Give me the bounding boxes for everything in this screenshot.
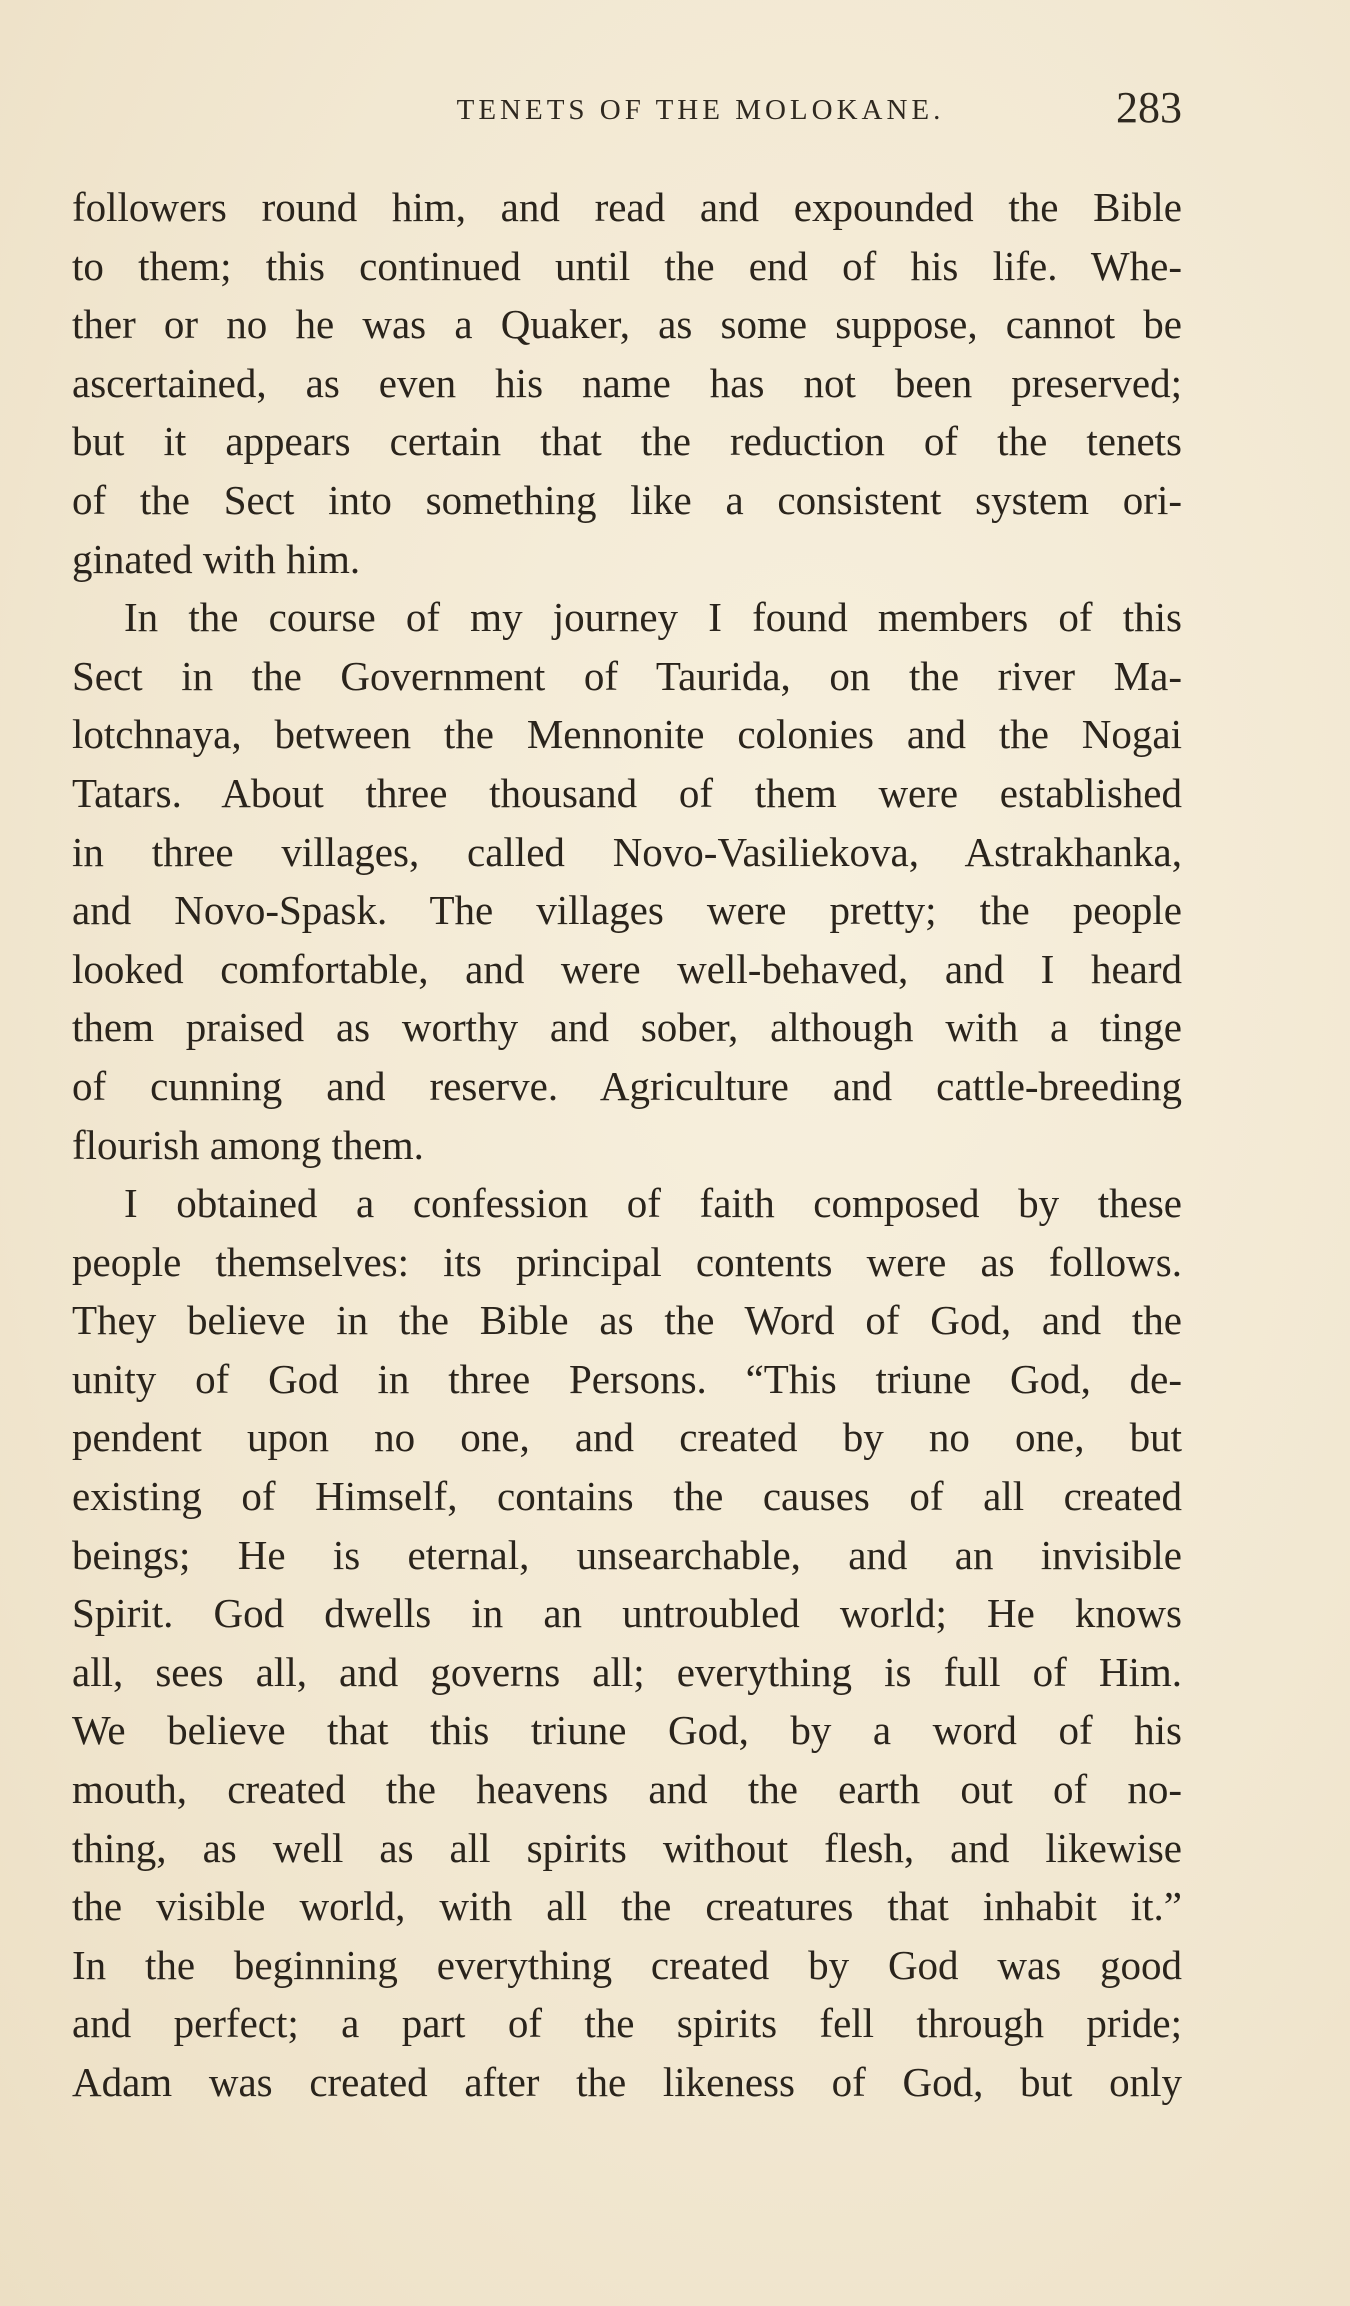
paragraph-end-line: flourish among them. [72, 1121, 424, 1168]
paragraph-end-line: ginated with him. [72, 535, 361, 582]
text-line: Sect in the Government of Taurida, on the river Ma- [72, 652, 1182, 699]
text-line: Tatars. About three thousand of them were established [72, 769, 1182, 816]
text-line: unity of God in three Persons. “This triune God, de- [72, 1355, 1182, 1402]
text-line: people themselves: its principal contents were as follows. [72, 1238, 1182, 1285]
text-line: In the beginning everything created by God was good [72, 1941, 1182, 1988]
text-line: all, sees all, and governs all; everything is full of Him. [72, 1648, 1182, 1695]
body-text [72, 178, 1182, 2112]
text-line: of cunning and reserve. Agriculture and cattle-breeding [72, 1062, 1182, 1109]
text-line: ther or no he was a Quaker, as some suppose, cannot be [72, 301, 1182, 348]
text-line: Spirit. God dwells in an untroubled world; He knows [72, 1590, 1182, 1637]
text-line: We believe that this triune God, by a word of his [72, 1707, 1182, 1754]
paragraph-start-line: I obtained a confession of faith composed by these [124, 1180, 1182, 1227]
text-line: the visible world, with all the creatures that inhabit it.” [72, 1883, 1182, 1930]
text-line: looked comfortable, and were well-behaved, and I heard [72, 945, 1182, 992]
text-line: and perfect; a part of the spirits fell through pride; [72, 2000, 1182, 2047]
text-line: in three villages, called Novo-Vasiliekova, Astrakhanka, [72, 828, 1182, 875]
text-line: They believe in the Bible as the Word of God, and the [72, 1297, 1182, 1344]
text-line: thing, as well as all spirits without flesh, and likewise [72, 1824, 1182, 1871]
page-header [0, 82, 1350, 142]
text-line: existing of Himself, contains the causes of all created [72, 1473, 1182, 1520]
text-line: but it appears certain that the reduction of the tenets [72, 418, 1182, 465]
text-line: Adam was created after the likeness of God, but only [72, 2059, 1182, 2105]
text-line: beings; He is eternal, unsearchable, and an invisible [72, 1531, 1182, 1578]
text-line: mouth, created the heavens and the earth out of no- [72, 1766, 1182, 1813]
text-line: lotchnaya, between the Mennonite colonies and the Nogai [72, 711, 1182, 758]
text-line: pendent upon no one, and created by no one, but [72, 1414, 1182, 1461]
text-line: and Novo-Spask. The villages were pretty; the people [72, 887, 1182, 934]
page-number: 283 [1116, 83, 1182, 132]
running-title: TENETS OF THE MOLOKANE. [456, 94, 945, 126]
text-line: ascertained, as even his name has not been preserved; [72, 359, 1182, 406]
text-line: them praised as worthy and sober, although with a tinge [72, 1004, 1182, 1051]
paragraph-start-line: In the course of my journey I found members of this [124, 594, 1182, 641]
text-line: followers round him, and read and expounded the Bible [72, 184, 1182, 230]
text-line: to them; this continued until the end of his life. Whe- [72, 242, 1182, 289]
text-line: of the Sect into something like a consistent system ori- [72, 476, 1182, 523]
